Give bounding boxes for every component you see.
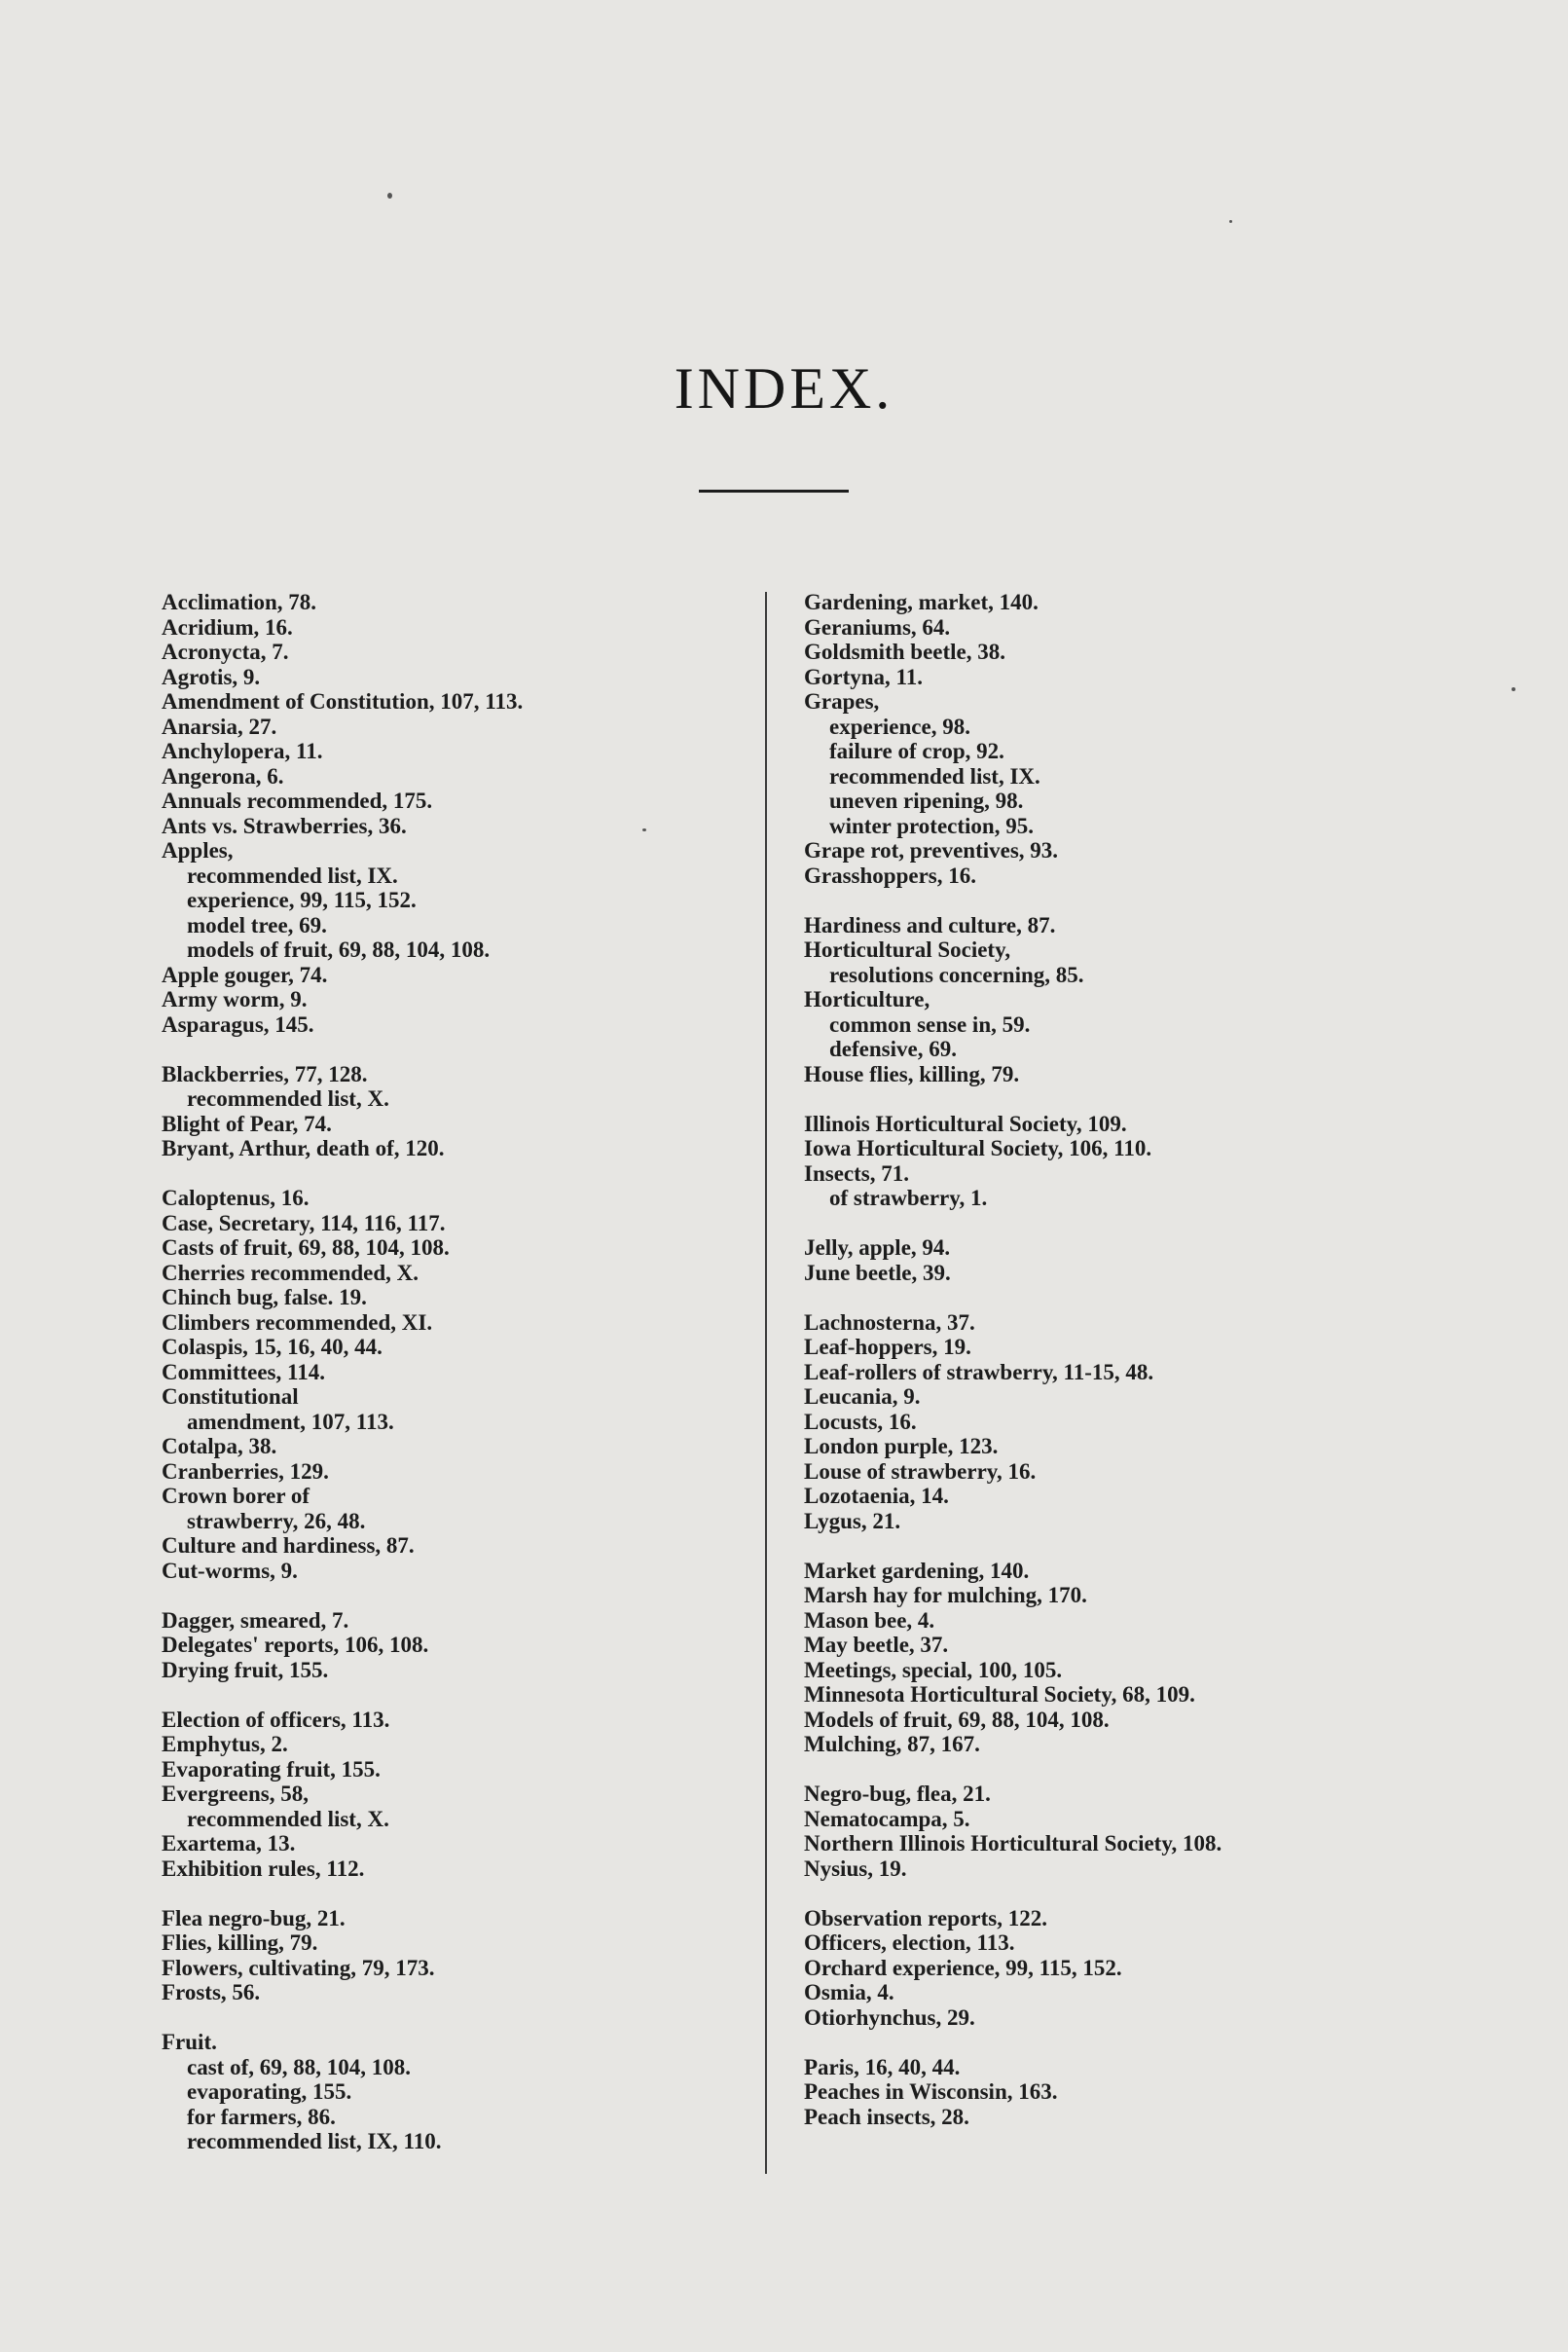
index-subentry: strawberry, 26, 48. [187,1508,366,1533]
index-entry: Annuals recommended, 175. [162,789,433,813]
index-subentry: for farmers, 86. [187,2104,336,2129]
index-subentry: recommended list, IX, 110. [187,2129,442,2153]
index-entry: Lozotaenia, 14. [804,1484,949,1508]
index-entry: Peaches in Wisconsin, 163. [804,2079,1058,2104]
index-entry: Peach insects, 28. [804,2104,969,2129]
index-entry: Chinch bug, false. 19. [162,1285,367,1309]
index-entry: House flies, killing, 79. [804,1061,1020,1086]
index-entry: Frosts, 56. [162,1980,261,2004]
index-entry: Casts of fruit, 69, 88, 104, 108. [162,1235,450,1260]
index-subentry: models of fruit, 69, 88, 104, 108. [187,937,491,962]
index-entry: Culture and hardiness, 87. [162,1533,415,1558]
index-entry: Emphytus, 2. [162,1732,288,1756]
index-entry: Climbers recommended, XI. [162,1309,433,1335]
index-entry: Flies, killing, 79. [162,1930,318,1955]
index-entry: Otiorhynchus, 29. [804,2004,975,2030]
index-entry: Case, Secretary, 114, 116, 117. [162,1210,446,1235]
index-entry: Colaspis, 15, 16, 40, 44. [162,1335,383,1359]
index-entry: Blight of Pear, 74. [162,1111,332,1136]
index-entry: Geraniums, 64. [804,614,951,640]
index-subentry: recommended list, X. [187,1806,389,1831]
index-entry: Acronycta, 7. [162,640,289,664]
index-entry: Grapes, [804,689,880,714]
index-subentry: of strawberry, 1. [829,1186,988,1210]
index-entry: Lygus, 21. [804,1508,901,1533]
index-subentry: failure of crop, 92. [829,739,1004,763]
paper-speck [642,828,646,831]
index-entry: Jelly, apple, 94. [804,1235,951,1260]
index-entry: Goldsmith beetle, 38. [804,640,1005,664]
index-subentry: amendment, 107, 113. [187,1409,394,1434]
index-entry: Cut-worms, 9. [162,1558,298,1583]
index-entry: Crown borer of [162,1484,310,1508]
index-entry: Amendment of Constitution, 107, 113. [162,689,524,714]
index-entry: Apple gouger, 74. [162,962,328,987]
index-entry: Mulching, 87, 167. [804,1732,980,1756]
paper-speck [1512,687,1515,691]
index-entry: Ants vs. Strawberries, 36. [162,813,407,838]
index-entry: Grape rot, preventives, 93. [804,838,1059,863]
index-entry: Hardiness and culture, 87. [804,912,1056,937]
index-subentry: common sense in, 59. [829,1011,1031,1037]
paper-speck [1229,220,1232,223]
index-entry: Flowers, cultivating, 79, 173. [162,1955,435,1980]
index-entry: Mason bee, 4. [804,1607,935,1633]
index-entry: Anarsia, 27. [162,714,277,739]
index-entry: Cotalpa, 38. [162,1434,277,1458]
index-subentry: model tree, 69. [187,912,327,937]
index-entry: Dagger, smeared, 7. [162,1607,349,1633]
index-entry: Horticulture, [804,987,930,1011]
page-title: INDEX. [674,356,894,421]
index-entry: Exartema, 13. [162,1831,296,1856]
index-entry: Exhibition rules, 112. [162,1856,365,1881]
index-subentry: winter protection, 95. [829,813,1034,838]
index-entry: Acclimation, 78. [162,590,317,614]
index-entry: Paris, 16, 40, 44. [804,2054,961,2079]
index-entry: Bryant, Arthur, death of, 120. [162,1136,445,1160]
paper-speck [387,193,392,199]
index-subentry: evaporating, 155. [187,2079,352,2104]
index-entry: Insects, 71. [804,1160,909,1186]
index-entry: Agrotis, 9. [162,664,261,689]
index-entry: Anchylopera, 11. [162,739,323,763]
index-entry: Angerona, 6. [162,763,284,789]
index-entry: Cherries recommended, X. [162,1260,419,1285]
index-entry: Asparagus, 145. [162,1011,314,1037]
index-entry: Louse of strawberry, 16. [804,1458,1037,1484]
index-subentry: recommended list, IX. [829,763,1040,789]
index-entry: Blackberries, 77, 128. [162,1061,368,1086]
index-entry: Leaf-hoppers, 19. [804,1335,971,1359]
index-entry: Minnesota Horticultural Society, 68, 109. [804,1682,1195,1707]
index-entry: May beetle, 37. [804,1633,949,1657]
index-column-left [162,590,746,2154]
index-entry: Market gardening, 140. [804,1558,1030,1583]
index-entry: Committees, 114. [162,1359,325,1384]
index-entry: Gardening, market, 140. [804,590,1039,614]
index-subentry: recommended list, X. [187,1086,389,1111]
index-entry: Leucania, 9. [804,1384,921,1409]
index-entry: London purple, 123. [804,1434,999,1458]
index-entry: Observation reports, 122. [804,1905,1048,1930]
column-divider [765,592,767,2174]
index-subentry: experience, 99, 115, 152. [187,888,417,912]
index-entry: Osmia, 4. [804,1980,894,2004]
index-entry: Nematocampa, 5. [804,1806,970,1831]
index-entry: Caloptenus, 16. [162,1186,310,1210]
index-entry: Lachnosterna, 37. [804,1309,975,1335]
index-entry: Illinois Horticultural Society, 109. [804,1111,1127,1136]
index-entry: Gortyna, 11. [804,664,924,689]
index-entry: Army worm, 9. [162,987,308,1011]
title-rule [699,490,849,493]
index-entry: Election of officers, 113. [162,1707,390,1732]
index-subentry: defensive, 69. [829,1037,957,1061]
index-entry: Fruit. [162,2030,217,2054]
index-entry: Drying fruit, 155. [162,1657,329,1682]
index-entry: Evaporating fruit, 155. [162,1756,381,1782]
index-entry: Grasshoppers, 16. [804,863,976,888]
index-entry: Marsh hay for mulching, 170. [804,1583,1087,1607]
index-entry: Delegates' reports, 106, 108. [162,1633,429,1657]
index-subentry: resolutions concerning, 85. [829,962,1084,987]
index-entry: Cranberries, 129. [162,1458,329,1484]
index-entry: Flea negro-bug, 21. [162,1905,346,1930]
index-entry: Negro-bug, flea, 21. [804,1782,991,1806]
index-entry: Nysius, 19. [804,1856,907,1881]
index-entry: Apples, [162,838,234,863]
index-entry: Leaf-rollers of strawberry, 11-15, 48. [804,1359,1154,1384]
index-entry: Constitutional [162,1384,299,1409]
index-subentry: recommended list, IX. [187,863,398,888]
index-entry: Horticultural Society, [804,937,1011,962]
index-entry: Models of fruit, 69, 88, 104, 108. [804,1707,1110,1732]
index-entry: Locusts, 16. [804,1409,917,1434]
index-subentry: cast of, 69, 88, 104, 108. [187,2054,411,2079]
index-column-right [804,590,1378,2129]
index-entry: Northern Illinois Horticultural Society, 108. [804,1831,1222,1856]
index-entry: Meetings, special, 100, 105. [804,1657,1063,1682]
index-subentry: uneven ripening, 98. [829,789,1024,813]
index-entry: Officers, election, 113. [804,1930,1015,1955]
index-entry: Iowa Horticultural Society, 106, 110. [804,1136,1152,1160]
index-entry: Evergreens, 58, [162,1782,309,1806]
index-entry: Acridium, 16. [162,614,293,640]
index-entry: Orchard experience, 99, 115, 152. [804,1955,1122,1980]
index-subentry: experience, 98. [829,714,970,739]
index-entry: June beetle, 39. [804,1260,951,1285]
